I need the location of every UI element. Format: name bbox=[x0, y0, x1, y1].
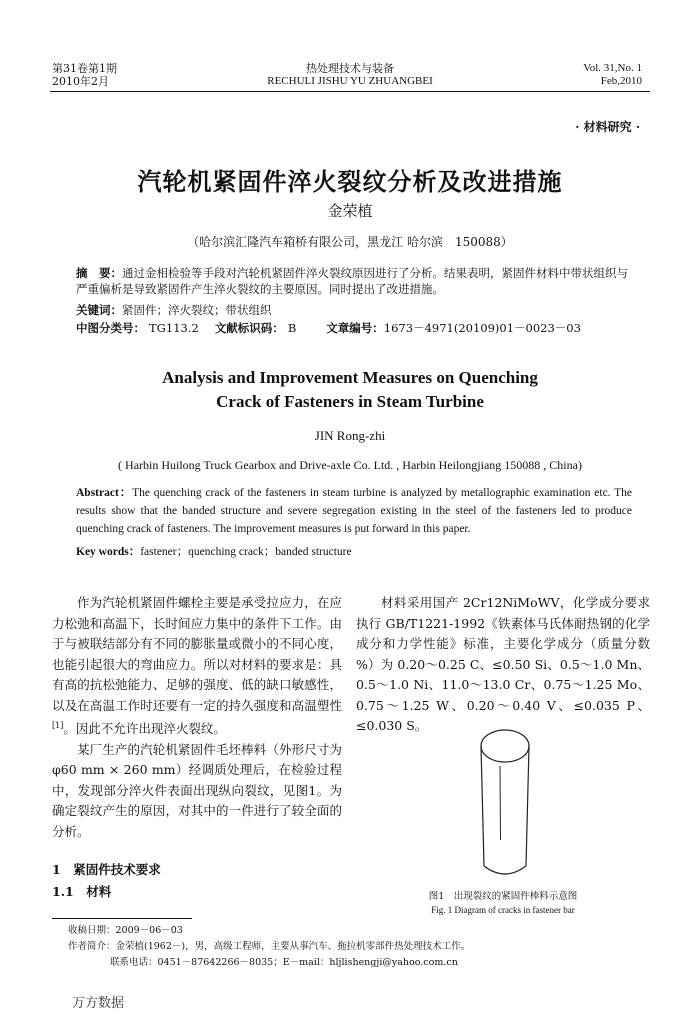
body-right-column bbox=[356, 593, 650, 737]
title-en-line2: Crack of Fasteners in Steam Turbine bbox=[216, 392, 484, 411]
watermark-text: 万方数据 bbox=[72, 996, 125, 1011]
abstract-en-label: Abstract： bbox=[76, 487, 133, 499]
journal-name-en: RECHULI JISHU YU ZHUANGBEI bbox=[267, 75, 433, 87]
article-title-en bbox=[80, 366, 620, 414]
article-title-cn: 汽轮机紧固件淬火裂纹分析及改进措施 bbox=[137, 167, 563, 196]
abstract-en-text: The quenching crack of the fasteners in steam turbine is analyzed by metallographic examination etc. The results show that the banded structure and severe segregation existing in the steel of the fasteners led to produce quenching crack of fasteners. The improvement measures is put forward in this paper. bbox=[76, 487, 632, 535]
keywords-en-text: fastener；quenching crack；banded structure bbox=[140, 546, 352, 558]
affiliation-en: ( Harbin Huilong Truck Gearbox and Drive-axle Co. Ltd. , Harbin Heilongjiang 150088 , China) bbox=[118, 458, 582, 472]
body-paragraph-3: 材料采用国产 2Cr12NiMoWV，化学成分要求执行 GB/T1221-1992《铁素体马氏体耐热钢的化学成分和力学性能》标准，主要化学成分（质量分数 %）为 0.20～0.25 C、≤0.50 Si、0.5～1.0 Mn、0.5～1.0 Ni、11.0～13.0 Cr、0.75～1.25 Mo、0.75～1.25 W、0.20～0.40 V、≤0.035 P、≤0.030 S。 bbox=[356, 595, 650, 733]
footnote-author-info: 作者简介：金荣植(1962－)，男，高级工程师，主要从事汽车、拖拉机零部件热处理技术工作。 bbox=[68, 941, 471, 952]
body-paragraph-2: 某厂生产的汽轮机紧固件毛坯棒料（外形尺寸为 φ60 mm × 260 mm）经调质处理后，在检验过程中，发现部分淬火件表面出现纵向裂纹，见图1。为确定裂纹产生的原因，对其中的一件进行了较全面的分析。 bbox=[52, 741, 342, 839]
para1-end: 。因此不允许出现淬火裂纹。 bbox=[63, 721, 226, 737]
volume-cn: 第31卷第1期 bbox=[52, 62, 117, 75]
body-left-column bbox=[52, 593, 342, 842]
keywords-cn-text: 紧固件；淬火裂纹；带状组织 bbox=[122, 303, 272, 317]
abstract-cn bbox=[76, 265, 636, 297]
crack-line bbox=[500, 766, 501, 840]
figure-caption-en: Fig. 1 Diagram of cracks in fastener bar bbox=[431, 905, 575, 915]
footnote-contact: 联系电话：0451－87642266－8035；E－mail：hljlishengji@yahoo.com.cn bbox=[110, 957, 458, 968]
header-divider bbox=[50, 91, 650, 92]
title-en-line1: Analysis and Improvement Measures on Quenching bbox=[162, 368, 538, 387]
para1-text: 作为汽轮机紧固件螺栓主要是承受拉应力，在应力松弛和高温下，长时间应力集中的条件下工作。由于与被联结部分有不同的膨胀量或微小的不同心度，也能引起很大的弯曲应力。所以对材料的要求是：具有高的抗松弛能力、足够的强度、低的缺口敏感性，以及在高温工作时还要有一定的持久强度和高温塑性 bbox=[52, 595, 342, 713]
header-left bbox=[52, 62, 117, 88]
abstract-en bbox=[76, 484, 632, 538]
volume-en: Vol. 31,No. 1 bbox=[583, 62, 642, 74]
doc-code-label: 文献标识码： bbox=[214, 321, 284, 335]
abstract-cn-text: 通过金相检验等手段对汽轮机紧固件淬火裂纹原因进行了分析。结果表明，紧固件材料中带状组织与严重偏析是导致紧固件产生淬火裂纹的主要原因。同时提出了改进措施。 bbox=[76, 266, 628, 296]
section-tag: · 材料研究 · bbox=[575, 120, 640, 134]
article-no-value: 1673－4971(20109)01－0023－03 bbox=[383, 321, 581, 335]
author-cn: 金荣植 bbox=[327, 202, 373, 220]
doc-code-value: B bbox=[287, 321, 297, 335]
citation-ref: [1] bbox=[52, 721, 64, 730]
keywords-cn bbox=[76, 302, 636, 318]
cylinder-bottom-arc bbox=[484, 866, 526, 874]
cylinder-top-ellipse bbox=[481, 730, 529, 762]
classification-line bbox=[76, 320, 636, 336]
figure-1-diagram bbox=[470, 722, 540, 882]
date-en: Feb,2010 bbox=[600, 75, 642, 87]
date-cn: 2010年2月 bbox=[52, 75, 109, 88]
figure-caption-cn: 图1 出现裂纹的紧固件棒料示意图 bbox=[428, 891, 578, 902]
keywords-en bbox=[76, 543, 632, 561]
cylinder-right-edge bbox=[526, 746, 529, 866]
clc-value: TG113.2 bbox=[149, 321, 199, 335]
article-no-label: 文章编号： bbox=[326, 321, 384, 335]
clc-label: 中图分类号： bbox=[76, 321, 145, 335]
author-en: JIN Rong-zhi bbox=[314, 428, 386, 443]
keywords-en-label: Key words： bbox=[76, 546, 141, 558]
section-heading-1: 1 紧固件技术要求 bbox=[52, 862, 161, 877]
footnote-divider bbox=[52, 918, 192, 919]
body-paragraph-1 bbox=[52, 593, 342, 740]
journal-name-cn: 热处理技术与装备 bbox=[306, 62, 394, 75]
cylinder-left-edge bbox=[481, 746, 484, 866]
affiliation-cn: （哈尔滨汇隆汽车箱桥有限公司，黑龙江 哈尔滨 150088） bbox=[187, 235, 513, 249]
header-center bbox=[200, 62, 500, 88]
keywords-cn-label: 关键词： bbox=[76, 303, 122, 317]
header-right bbox=[583, 62, 642, 88]
footnote-received: 收稿日期：2009－06－03 bbox=[68, 925, 183, 936]
abstract-cn-label: 摘 要： bbox=[76, 266, 122, 280]
section-heading-1-1: 1.1 材料 bbox=[52, 884, 112, 899]
